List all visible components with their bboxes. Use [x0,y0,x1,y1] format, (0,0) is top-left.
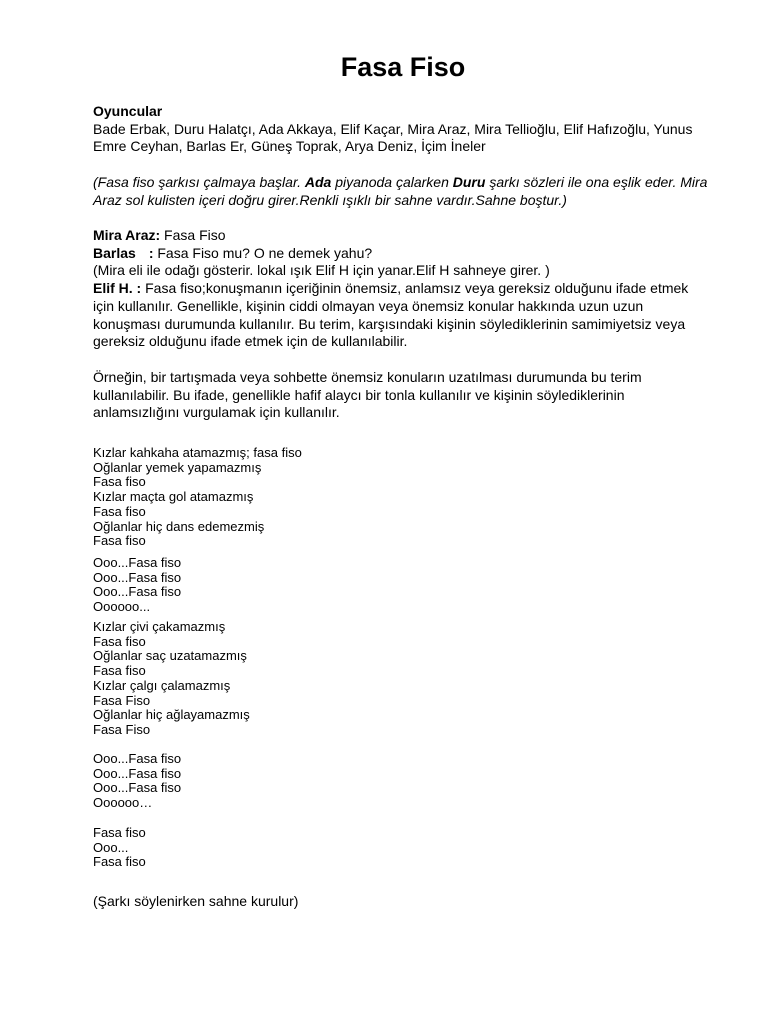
lyric-line: Fasa fiso [93,533,146,549]
lyric-line: Ooo...Fasa fiso [93,555,182,570]
direction-name-ada: Ada [304,174,332,190]
lyrics-verse-2 [93,620,713,738]
lyric-line: Ooo...Fasa fiso [93,584,182,600]
lyric-line: Oooooo… [93,795,153,811]
dialogue-direction: (Mira eli ile odağı gösterir. lokal ışık Elif H için yanar.Elif H sahneye girer. ) [93,262,550,279]
lyric-line: Fasa fiso [93,663,146,679]
speaker-barlas-colon: : [148,244,154,261]
lyric-line: Oğlanlar yemek yapamazmış [93,459,262,475]
dialogue-line-barlas [93,245,713,263]
example-paragraph: Örneğin, bir tartışmada veya sohbette önemsiz konuların uzatılması durumunda bu terim kullanılabilir. Bu ifade, genellikle hafif alaycı bir tonla kullanılır ve kişinin söylediklerinin anlamsızlığını vurgulamak için kullanılır. [93,369,642,421]
speaker-barlas: Barlas [93,244,136,261]
lyric-line: Fasa fiso [93,503,146,519]
lyric-line: Oooooo... [93,599,151,615]
lyrics-chorus-1 [93,556,713,615]
cast-section [93,103,713,156]
lyric-line: Ooo...Fasa fiso [93,569,182,585]
cast-names: Bade Erbak, Duru Halatçı, Ada Akkaya, Elif Kaçar, Mira Araz, Mira Tellioğlu, Elif Hafızoğlu, Yunus Emre Ceyhan, Barlas Er, Güneş Toprak, Arya Deniz, İçim İneler [93,120,693,155]
dialogue-section [93,227,713,351]
direction-text-part3: şarkı sözleri ile ona eşlik eder. Mira Araz sol kulisten içeri doğru girer.Renkli ışıklı bir sahne vardır.Sahne boştur.) [93,174,708,208]
lyric-line: Oğlanlar saç uzatamazmış [93,648,247,664]
lyrics-verse-1 [93,446,713,549]
elif-line: Fasa fiso;konuşmanın içeriğinin önemsiz, anlamsız veya gereksiz olduğunu ifade etmek için kullanılır. Genellikle, kişinin ciddi olmayan veya önemsiz konular hakkında uzun uzun konuşması durumunda kullanılır. Bu terim, karşısındaki kişinin söylediklerinin samimiyetsiz veya gereksiz olduğunu ifade etmek için de kullanılabilir. [93,280,689,350]
direction-name-duru: Duru [452,174,486,190]
opening-stage-direction [93,174,713,209]
document-title: Fasa Fiso [340,52,466,82]
lyric-line: Fasa Fiso [93,692,151,708]
lyric-line: Kızlar maçta gol atamazmış [93,489,254,505]
lyrics-chorus-2 [93,752,713,811]
lyric-line: Oğlanlar hiç dans edemezmiş [93,518,265,534]
lyric-line: Kızlar çalgı çalamazmış [93,677,231,693]
speaker-mira: Mira Araz: [93,227,161,243]
cast-heading: Oyuncular [93,103,163,119]
closing-stage-direction: (Şarkı söylenirken sahne kurulur) [93,893,299,909]
mira-line: Fasa Fiso [160,227,226,243]
lyric-line: Fasa Fiso [93,721,151,737]
lyric-line: Ooo... [93,839,129,855]
lyric-line: Kızlar çivi çakamazmış [93,619,226,634]
lyric-line: Fasa fiso [93,633,146,649]
lyric-line: Ooo...Fasa fiso [93,765,182,781]
lyric-line: Kızlar kahkaha atamazmış; fasa fiso [93,445,302,460]
speaker-elif: Elif H. : [93,280,142,297]
dialogue-line-elif [93,280,713,351]
dialogue-line-mira [93,227,713,245]
barlas-line: Fasa Fiso mu? O ne demek yahu? [153,244,373,261]
lyric-line: Oğlanlar hiç ağlayamazmış [93,707,250,723]
lyrics-outro [93,826,713,870]
lyric-line: Fasa fiso [93,854,146,870]
direction-text-part1: (Fasa fiso şarkısı çalmaya başlar. [93,174,305,190]
lyric-line: Fasa fiso [93,474,146,490]
direction-text-part2: piyanoda çalarken [331,174,453,190]
lyric-line: Ooo...Fasa fiso [93,780,182,796]
lyric-line: Fasa fiso [93,825,146,840]
lyric-line: Ooo...Fasa fiso [93,751,182,766]
